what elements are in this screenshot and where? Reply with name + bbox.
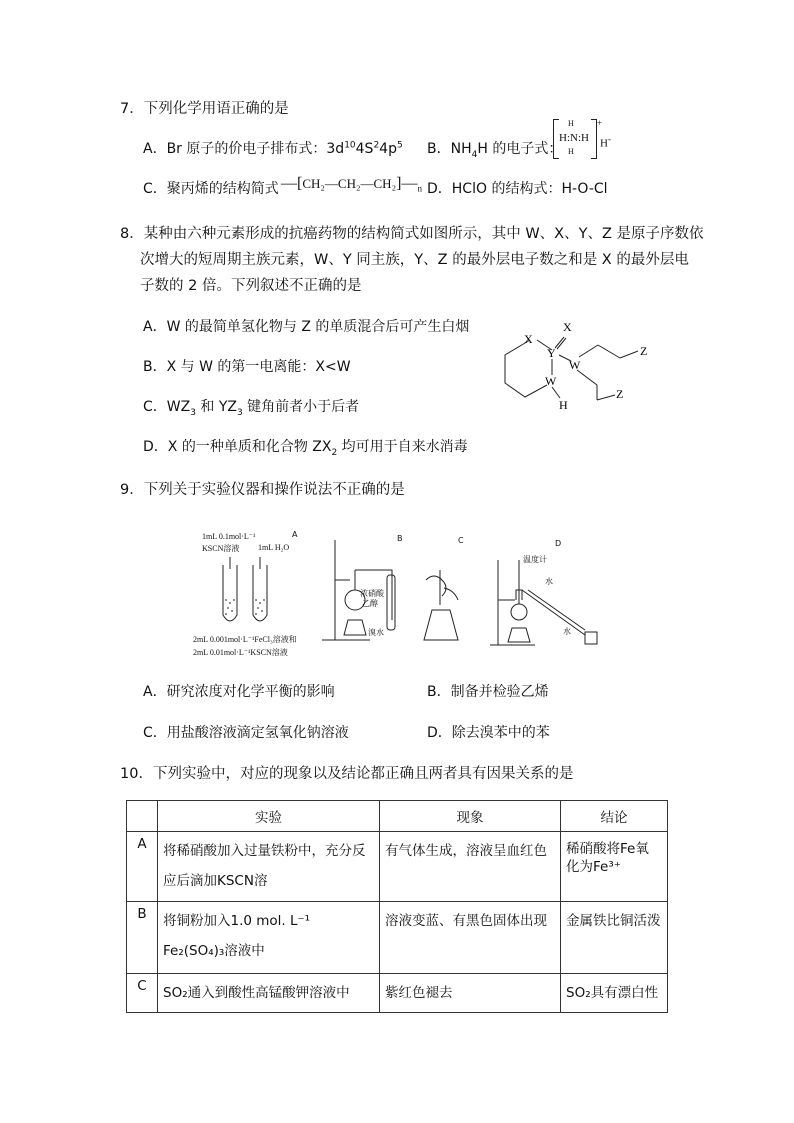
header-cell: 现象 <box>380 801 561 832</box>
q7-option-d: D．HClO 的结构式：H-O-Cl <box>427 181 608 197</box>
atom-z1: Z <box>640 344 648 358</box>
b-label-3: 溴水 <box>368 628 384 637</box>
a-label-3: 1mL H₂O <box>258 543 290 552</box>
d-label-2: 水 <box>545 577 553 586</box>
atom-h: H <box>559 398 568 412</box>
q8-stem-line2: 次增大的短周期主族元素，W、Y 同主族，Y、Z 的最外层电子数之和是 X 的最外层电 <box>140 252 689 268</box>
test-tubes <box>215 555 275 635</box>
q8-option-c: C．$WZ_3$ 和 $YZ_3$ 键角前者小于后者 <box>143 399 360 418</box>
atom-x2: X <box>563 320 572 334</box>
plus-sign: + <box>597 118 603 128</box>
q9-option-b: B．制备并检验乙烯 <box>427 684 549 700</box>
fig-label-c: C <box>458 536 464 545</box>
q8-stem-line3: 子数的 2 倍。下列叙述不正确的是 <box>140 278 362 294</box>
experiment-cell: 将铜粉加入1.0 mol. L⁻¹ Fe₂(SO₄)₃溶液中 <box>158 902 380 974</box>
q7-option-b: B．$NH_4H$ 的电子式： <box>427 141 563 160</box>
conclusion-cell: 金属铁比铜活泼 <box>561 902 668 974</box>
header-cell <box>127 801 158 832</box>
q9-option-d: D．除去溴苯中的苯 <box>427 725 550 741</box>
q9-stem: 9．下列关于实验仪器和操作说法不正确的是 <box>120 482 405 498</box>
apparatus-figure <box>190 530 600 662</box>
header-cell: 实验 <box>158 801 380 832</box>
table-row <box>127 832 668 902</box>
a-caption-1: 2mL 0.001mol·L⁻¹FeCl₃溶液和 <box>193 635 297 644</box>
q7-stem: 7．下列化学用语正确的是 <box>120 101 289 117</box>
fig-label-a: A <box>292 530 298 539</box>
distillation-apparatus <box>490 550 605 655</box>
table-header-row <box>127 801 668 832</box>
atom-y: Y <box>547 346 556 360</box>
atom-w1: W <box>569 358 581 372</box>
row-label: B <box>127 902 158 974</box>
conclusion-cell: 稀硝酸将Fe氧化为Fe³⁺ <box>561 832 668 902</box>
atom-z2: Z <box>616 387 624 401</box>
fig-label-d: D <box>555 539 562 548</box>
experiment-cell: 将稀硝酸加入过量铁粉中，充分反应后滴加KSCN溶 <box>158 832 380 902</box>
row-label: C <box>127 974 158 1013</box>
table-row <box>127 974 668 1013</box>
row-label: A <box>127 832 158 902</box>
d-label-3: 水 <box>563 627 571 636</box>
experiment-cell: SO₂通入到酸性高锰酸钾溶液中 <box>158 974 380 1013</box>
a-caption-2: 2mL 0.01mol·L⁻¹KSCN溶液 <box>193 648 288 657</box>
molecule-structure <box>495 315 665 415</box>
q7-option-c: C．聚丙烯的结构简式 <box>143 181 279 197</box>
q8-stem-line1: 8．某种由六种元素形成的抗癌药物的结构简式如图所示，其中 W、X、Y、Z 是原子序数依 <box>120 226 704 242</box>
phenomenon-cell: 有气体生成，溶液呈血红色 <box>380 832 561 902</box>
polymer-formula: $—[CH_2—CH_2—CH_2]—_n$ <box>281 175 422 194</box>
a-label-1: 1mL 0.1mol·L⁻¹ <box>202 532 256 541</box>
q9-option-c: C．用盐酸溶液滴定氢氧化钠溶液 <box>143 725 349 741</box>
q9-option-a: A．研究浓度对化学平衡的影响 <box>143 684 335 700</box>
header-cell: 结论 <box>561 801 668 832</box>
b-label-2: 乙醇 <box>362 599 378 608</box>
atom-w2: W <box>545 374 557 388</box>
q10-stem: 10．下列实验中，对应的现象以及结论都正确且两者具有因果关系的是 <box>120 766 574 782</box>
atom-x1: X <box>524 332 533 346</box>
phenomenon-cell: 溶液变蓝、有黑色固体出现 <box>380 902 561 974</box>
q8-option-d: D．X 的一种单质和化合物 $ZX_2$ 均可用于自来水消毒 <box>143 439 468 458</box>
fig-label-b: B <box>397 534 403 543</box>
experiment-table <box>126 800 668 1013</box>
q7-option-a: A．Br 原子的价电子排布式：$3d^{10}4S^24p^5$ <box>143 140 403 157</box>
conclusion-cell: SO₂具有漂白性 <box>561 974 668 1013</box>
d-label-1: 温度计 <box>523 555 547 564</box>
phenomenon-cell: 紫红色褪去 <box>380 974 561 1013</box>
titration-figure <box>418 570 473 645</box>
b-label-1: 浓硝酸 <box>360 589 384 598</box>
a-label-2: KSCN溶液 <box>202 544 240 553</box>
table-row <box>127 902 668 974</box>
q8-option-b: B．X 与 W 的第一电离能：X<W <box>143 359 351 375</box>
hydride: H- <box>600 134 611 150</box>
q8-option-a: A．W 的最简单氢化物与 Z 的单质混合后可产生白烟 <box>143 319 470 335</box>
electron-formula: H H:N:H H <box>553 119 597 159</box>
